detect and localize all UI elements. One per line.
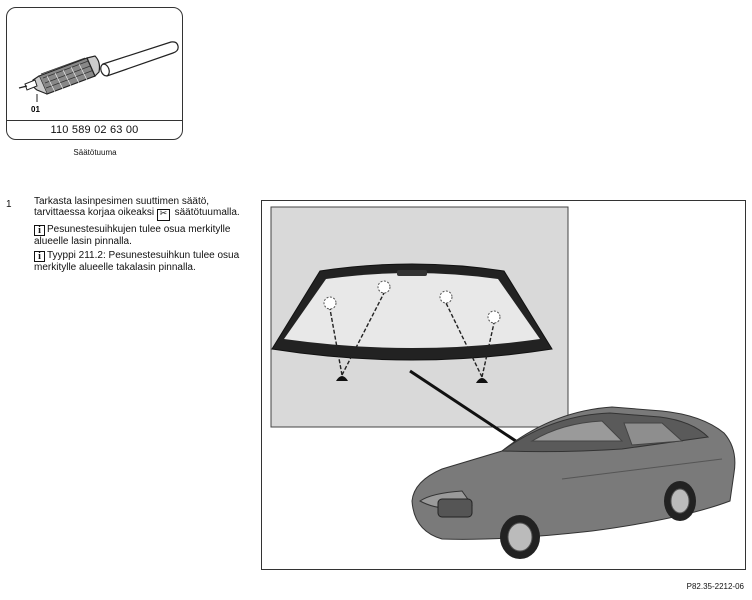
step-line1: Tarkasta lasinpesimen suuttimen säätö, tarvittaessa korjaa oikeaksi: [34, 196, 210, 218]
info-icon: i: [34, 251, 45, 262]
tool-rod: [99, 42, 178, 77]
step-instructions: [34, 196, 244, 276]
tool-callout-label: 01: [31, 105, 40, 114]
step-number: 1: [6, 199, 12, 210]
special-tool-card: [6, 7, 183, 140]
adjusting-tool-illustration: [15, 36, 180, 116]
spray-target: [488, 311, 500, 323]
tool-handle: [19, 56, 100, 94]
step-line1-tail: säätötuumalla.: [174, 207, 240, 218]
tool-caption: Säätötuuma: [73, 148, 117, 157]
info-icon: i: [34, 225, 45, 236]
note-1-text: Pesunestesuihkujen tulee osua merkitylle alueelle lasin pinnalla.: [34, 224, 231, 247]
figure-illustration: [262, 201, 747, 571]
card-divider: [7, 120, 182, 121]
note-2: [34, 250, 244, 273]
mirror-mount: [397, 270, 427, 276]
windshield-washer-figure: [261, 200, 746, 570]
step-main-text: [34, 196, 244, 221]
tool-part-number: 110 589 02 63 00: [50, 124, 139, 136]
note-1: [34, 224, 244, 247]
spray-target: [324, 297, 336, 309]
car-illustration: [412, 407, 735, 559]
figure-reference-code: P82.35-2212-06: [686, 582, 744, 591]
spray-target: [440, 291, 452, 303]
spray-target: [378, 281, 390, 293]
special-tool-icon: ✂: [157, 209, 170, 221]
note-2-text: Tyyppi 211.2: Pesunestesuihkun tulee osua merkitylle alueelle takalasin pinnalla.: [34, 250, 240, 273]
car-grille: [438, 499, 472, 517]
